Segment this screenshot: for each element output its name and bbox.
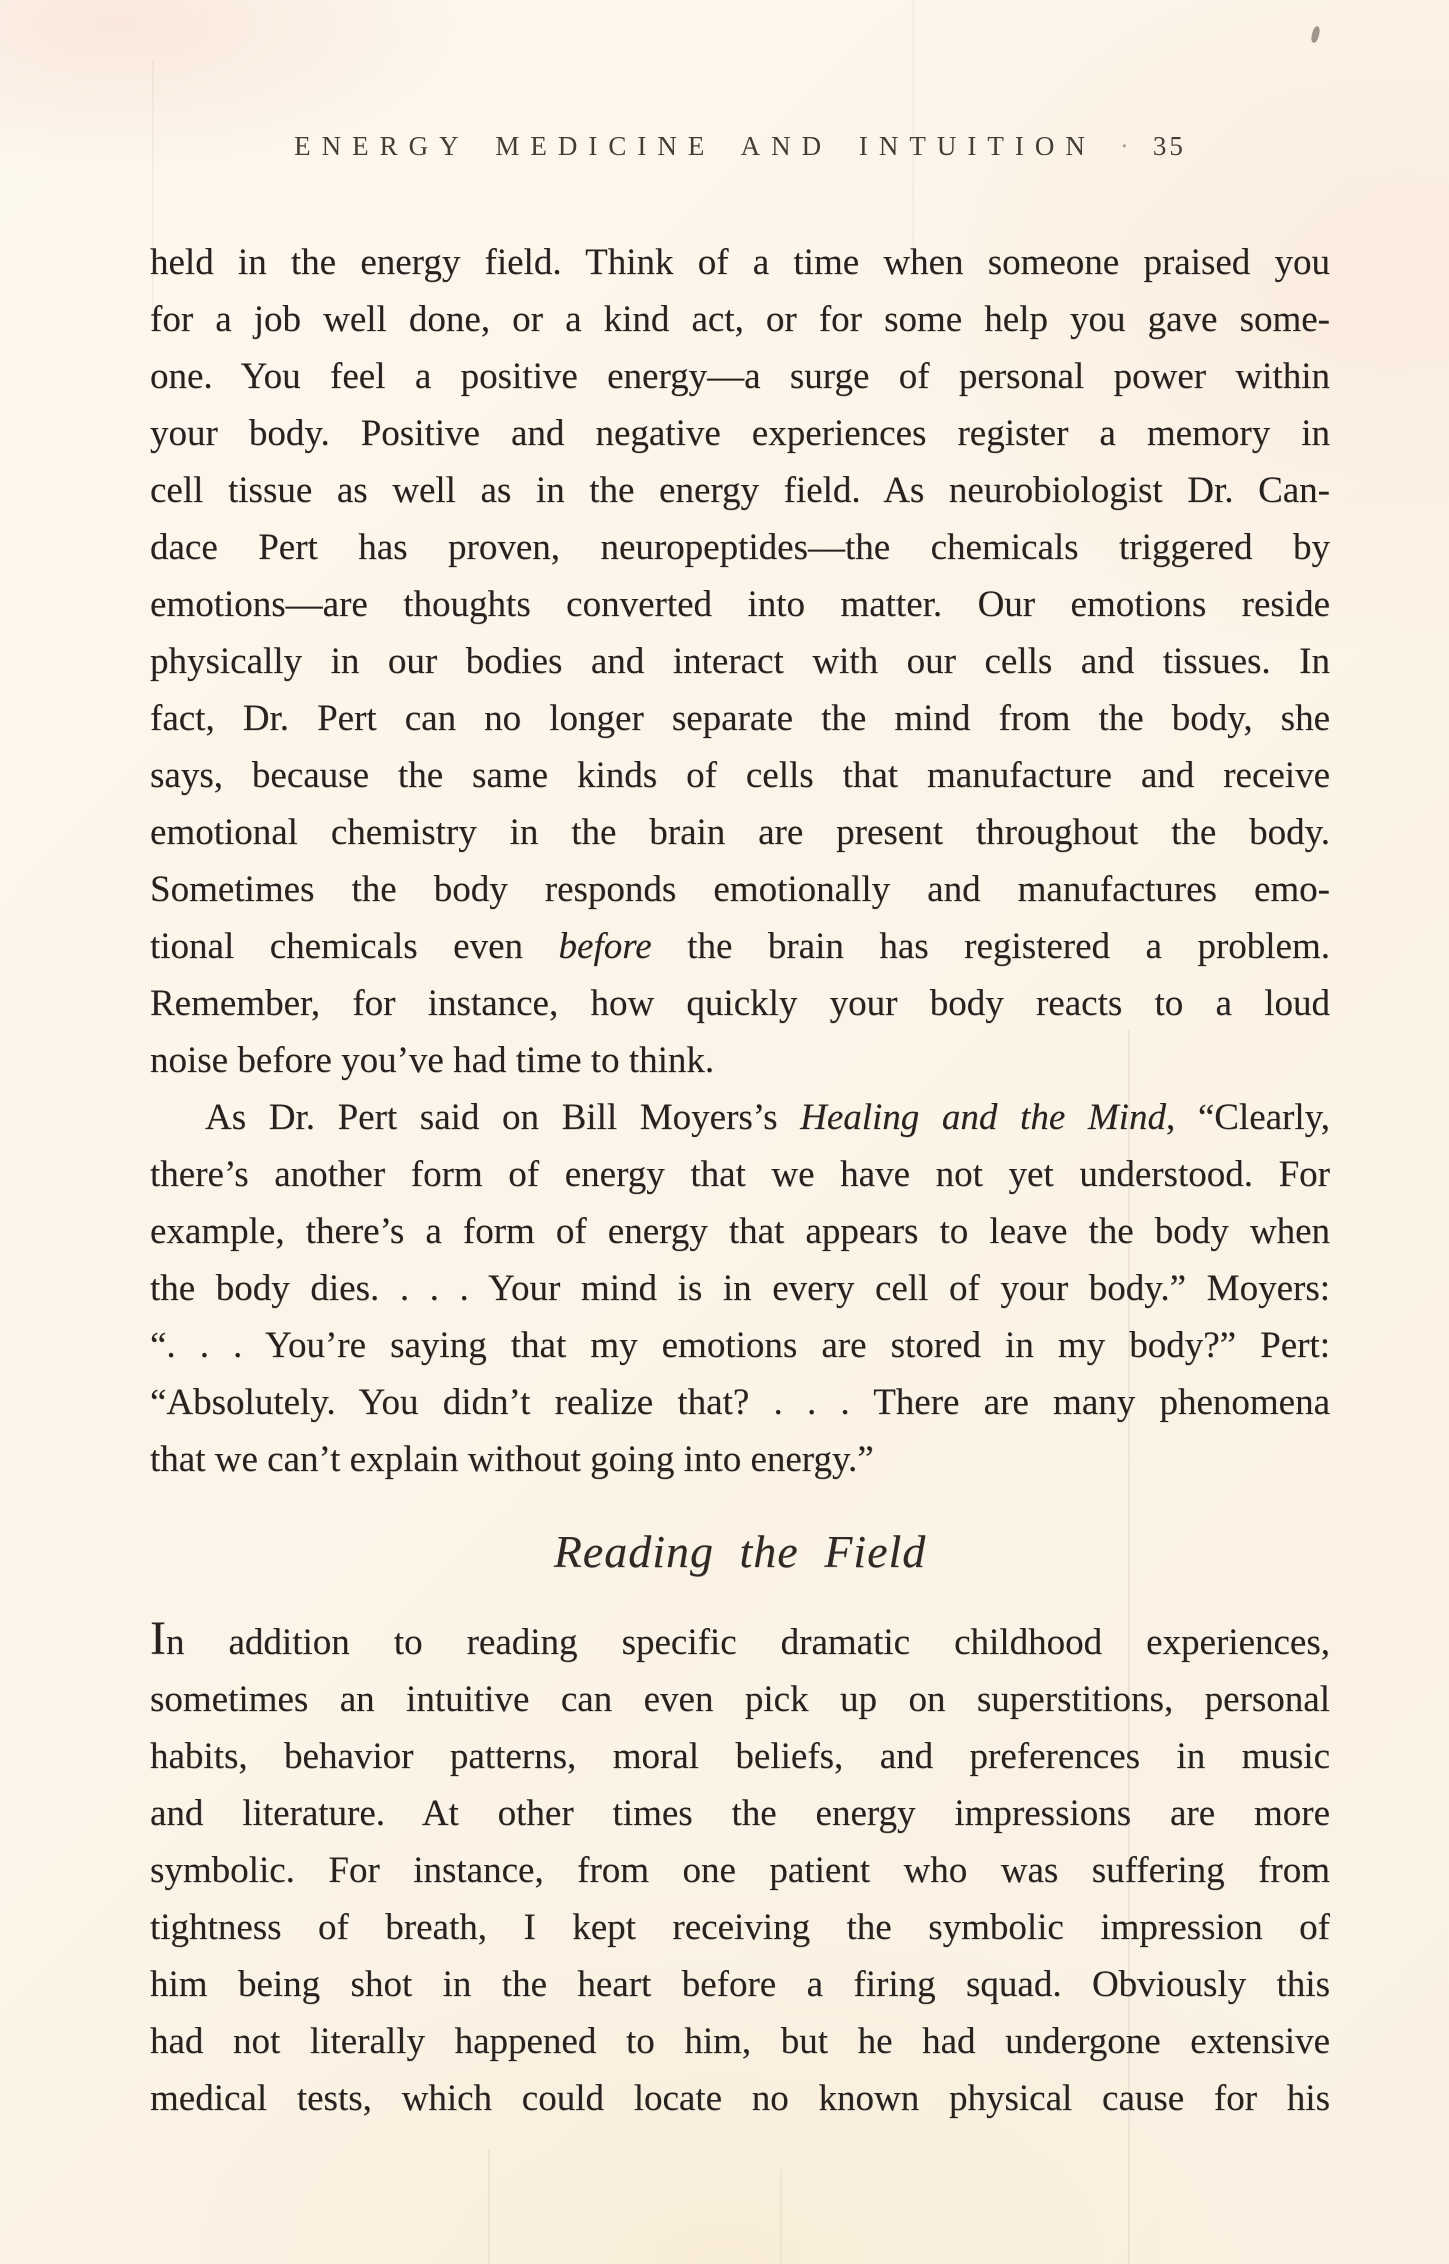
text-segment: Remember, for instance, how quickly your body reacts to a loud xyxy=(150,983,1330,1024)
text-line xyxy=(150,1785,1330,1842)
italic-text: before xyxy=(558,926,652,967)
header-separator-dot: · xyxy=(1119,131,1129,161)
text-line xyxy=(150,804,1330,861)
text-segment: “Absolutely. You didn’t realize that? . . . There are many phenomena xyxy=(150,1382,1330,1423)
text-line xyxy=(150,291,1330,348)
text-line xyxy=(150,1260,1330,1317)
text-segment: cell tissue as well as in the energy field. As neurobiologist Dr. Can- xyxy=(150,470,1330,511)
text-line xyxy=(150,576,1330,633)
section-heading: Reading the Field xyxy=(553,1526,927,1577)
text-line xyxy=(150,1671,1330,1728)
text-segment: emotions—are thoughts converted into matter. Our emotions reside xyxy=(150,584,1330,625)
text-line xyxy=(150,1032,1330,1089)
text-line xyxy=(150,1842,1330,1899)
text-segment: says, because the same kinds of cells that manufacture and receive xyxy=(150,755,1330,796)
text-segment: As Dr. Pert said on Bill Moyers’s xyxy=(205,1097,801,1138)
italic-text: Healing and the Mind xyxy=(800,1097,1166,1138)
scan-artifact-speck xyxy=(1310,25,1321,43)
scan-artifact-fold-line xyxy=(1128,1030,1130,2264)
scan-artifact-streak xyxy=(152,60,154,330)
text-segment: held in the energy field. Think of a time when someone praised you xyxy=(150,242,1330,283)
text-line xyxy=(150,348,1330,405)
text-segment: example, there’s a form of energy that appears to leave the body when xyxy=(150,1211,1330,1252)
text-segment: one. You feel a positive energy—a surge of personal power within xyxy=(150,356,1330,397)
text-segment: tightness of breath, I kept receiving the symbolic impression of xyxy=(150,1907,1330,1948)
text-segment: and literature. At other times the energy impressions are more xyxy=(150,1793,1330,1834)
text-segment: sometimes an intuitive can even pick up on superstitions, personal xyxy=(150,1679,1330,1720)
text-line xyxy=(150,690,1330,747)
text-line xyxy=(150,1089,1330,1146)
text-line xyxy=(150,1374,1330,1431)
scan-artifact-streak xyxy=(488,2150,490,2264)
text-line xyxy=(150,747,1330,804)
text-line xyxy=(150,1956,1330,2013)
text-line xyxy=(150,633,1330,690)
page-number: 35 xyxy=(1152,131,1186,161)
text-line xyxy=(150,1614,1330,1671)
text-line xyxy=(150,1203,1330,1260)
text-segment: noise before you’ve had time to think. xyxy=(150,1040,715,1081)
text-segment: for a job well done, or a kind act, or for some help you gave some- xyxy=(150,299,1330,340)
text-segment: symbolic. For instance, from one patient who was suffering from xyxy=(150,1850,1330,1891)
text-segment: Sometimes the body responds emotionally and manufactures emo- xyxy=(150,869,1330,910)
text-segment: there’s another form of energy that we have not yet understood. For xyxy=(150,1154,1330,1195)
text-line xyxy=(150,519,1330,576)
text-line xyxy=(150,234,1330,291)
text-segment: that we can’t explain without going into energy.” xyxy=(150,1439,874,1480)
text-segment: tional chemicals even xyxy=(150,926,559,967)
text-segment: him being shot in the heart before a firing squad. Obviously this xyxy=(150,1964,1330,2005)
text-line xyxy=(150,1899,1330,1956)
text-line xyxy=(150,1431,1330,1488)
text-segment: the brain has registered a problem. xyxy=(651,926,1330,967)
text-segment: dace Pert has proven, neuropeptides—the chemicals triggered by xyxy=(150,527,1330,568)
running-header-title: ENERGY MEDICINE AND INTUITION xyxy=(294,131,1096,161)
text-segment: medical tests, which could locate no known physical cause for his xyxy=(150,2078,1330,2119)
paragraphs-after-heading xyxy=(150,1614,1330,2127)
text-segment: your body. Positive and negative experiences register a memory in xyxy=(150,413,1330,454)
lead-capital: I xyxy=(150,1614,166,1665)
text-line xyxy=(150,462,1330,519)
running-header xyxy=(150,126,1330,166)
text-segment: n addition to reading specific dramatic childhood experiences, xyxy=(165,1622,1330,1663)
body-text xyxy=(150,234,1330,2127)
scan-artifact-streak xyxy=(780,2170,782,2264)
text-line xyxy=(150,918,1330,975)
text-segment: fact, Dr. Pert can no longer separate the mind from the body, she xyxy=(150,698,1330,739)
text-line xyxy=(150,1146,1330,1203)
text-segment: had not literally happened to him, but he had undergone extensive xyxy=(150,2021,1330,2062)
scan-artifact-streak xyxy=(912,0,914,260)
text-segment: physically in our bodies and interact with our cells and tissues. In xyxy=(150,641,1330,682)
text-segment: emotional chemistry in the brain are present throughout the body. xyxy=(150,812,1330,853)
text-line xyxy=(150,405,1330,462)
text-line xyxy=(150,2013,1330,2070)
text-line xyxy=(150,2070,1330,2127)
text-line xyxy=(150,1317,1330,1374)
text-segment: “. . . You’re saying that my emotions are stored in my body?” Pert: xyxy=(150,1325,1330,1366)
text-segment: , “Clearly, xyxy=(1165,1097,1330,1138)
text-line xyxy=(150,1728,1330,1785)
text-line xyxy=(150,861,1330,918)
text-segment: the body dies. . . . Your mind is in every cell of your body.” Moyers: xyxy=(150,1268,1330,1309)
paragraphs-before-heading xyxy=(150,234,1330,1488)
text-segment: habits, behavior patterns, moral beliefs, and preferences in music xyxy=(150,1736,1330,1777)
text-line xyxy=(150,975,1330,1032)
